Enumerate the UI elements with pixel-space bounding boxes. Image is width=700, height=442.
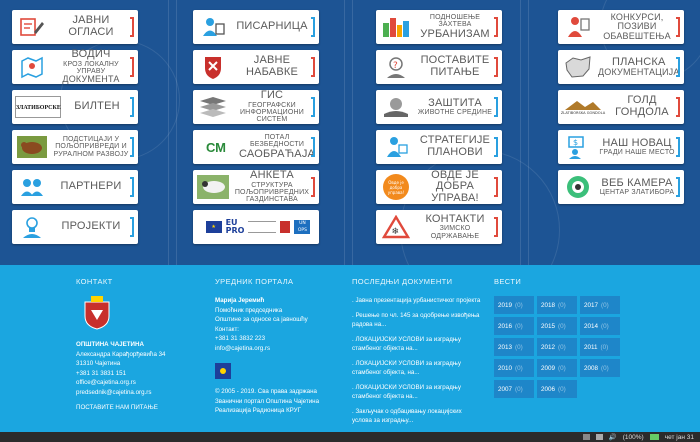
contact-heading: КОНТАКТ: [76, 277, 113, 286]
year-label: 2009: [541, 364, 556, 372]
tile-label: ПРОЈЕКТИ: [61, 220, 121, 233]
tile-bulletin[interactable]: [12, 90, 138, 124]
tile-gold-gondola[interactable]: [558, 90, 684, 124]
accent-bracket: [311, 97, 315, 117]
tile-label: ЗАШТИТА: [428, 96, 482, 109]
copyright-line: © 2005 - 2019. Сва права задржана: [215, 388, 317, 395]
traffic-logo: СМ: [205, 139, 227, 155]
accent-bracket: [494, 57, 498, 77]
news-year-2019[interactable]: [494, 296, 534, 314]
tile-label: ПИСАРНИЦА: [236, 20, 308, 33]
news-year-2009[interactable]: [537, 359, 577, 377]
eu-flag-icon: ★: [206, 221, 222, 233]
year-label: 2012: [541, 343, 556, 351]
news-year-2007[interactable]: [494, 380, 534, 398]
tile-sublabel: ПОЉОПРИВРЕДНИХ: [234, 189, 310, 197]
tile-sublabel: РУРАЛНОМ РАЗВОЈУ: [53, 150, 129, 158]
tile-sublabel: ГЕОГРАФСКИ: [248, 101, 296, 109]
doc-link[interactable]: . ЛОКАЦИЈСКИ УСЛОВИ за изградњу стамбеног објекта на...: [352, 335, 461, 352]
year-label: 2010: [498, 364, 513, 372]
accent-bracket: [311, 57, 315, 77]
year-count: (0): [515, 301, 523, 309]
accent-bracket: [494, 177, 498, 197]
tile-sublabel: ДОКУМЕНТАЦИЈА: [598, 67, 680, 78]
news-year-2018[interactable]: [537, 296, 577, 314]
tile-sublabel: ДОКУМЕНТА: [62, 74, 120, 85]
news-year-2012[interactable]: [537, 338, 577, 356]
accent-bracket: [130, 217, 134, 237]
accent-bracket: [494, 217, 498, 237]
doc-link[interactable]: . ЛОКАЦИЈСКИ УСЛОВИ за изградњу стамбеног објекта на...: [352, 383, 461, 400]
tile-label: ОВДЕ ЈЕ: [431, 168, 479, 181]
municipality-map-icon: [558, 50, 598, 84]
tile-sublabel: ГАЗДИНСТАВА: [246, 196, 298, 204]
tile-label: КОНТАКТИ: [425, 212, 485, 225]
svg-text:❄: ❄: [391, 227, 400, 237]
krug-logo-icon: [215, 363, 231, 379]
year-count: (0): [515, 364, 523, 372]
contact-address: Александра Карађорђевића 34: [76, 350, 166, 358]
tile-sublabel: ДОБРА УПРАВА!: [431, 180, 479, 204]
year-label: 2006: [541, 385, 556, 393]
tile-label: ВЕБ КАМЕРА: [601, 176, 673, 189]
volume-icon[interactable]: 🔊: [608, 434, 617, 441]
year-count: (0): [601, 364, 609, 372]
contact-email-office[interactable]: office@cajetina.org.rs: [76, 379, 136, 386]
tile-sublabel: КРОЗ ЛОКАЛНУ УПРАВУ: [63, 60, 119, 76]
year-label: 2018: [541, 301, 556, 309]
accent-bracket: [311, 177, 315, 197]
badge-text: Овде је добра управа!: [383, 174, 409, 200]
accent-bracket: [676, 17, 680, 37]
tile-environment[interactable]: [376, 90, 502, 124]
accent-bracket: [676, 57, 680, 77]
coat-of-arms-icon: [193, 50, 233, 84]
news-year-2014[interactable]: [580, 317, 620, 335]
year-count: (0): [558, 364, 566, 372]
accent-bracket: [494, 17, 498, 37]
tile-ask-question[interactable]: [376, 50, 502, 84]
year-count: (0): [515, 343, 523, 351]
tile-contests[interactable]: [558, 10, 684, 44]
editor-phone: +381 31 3832 223: [215, 335, 266, 342]
city-buildings-icon: [376, 10, 416, 44]
tile-label: ПОДНОШЕЊЕ ЗАХТЕВА: [429, 13, 481, 29]
money-icon: [558, 130, 598, 164]
footer-news: [494, 277, 624, 398]
nature-hand-icon: [376, 90, 416, 124]
question-people-icon: [376, 50, 416, 84]
svg-text:$: $: [573, 138, 579, 147]
year-label: 2014: [584, 322, 599, 330]
contact-email-president[interactable]: predsednik@cajetina.org.rs: [76, 388, 152, 396]
newspaper-logo: ЗЛАТИБОРСКЕ: [15, 96, 61, 118]
editor-contact-label: Контакт:: [215, 325, 239, 333]
year-label: 2013: [498, 343, 513, 351]
accent-bracket: [676, 177, 680, 197]
municipality-crest-icon: [82, 296, 112, 330]
office-icon: [193, 10, 233, 44]
year-label: 2011: [584, 343, 598, 351]
tile-sublabel: САОБРАЋАЈА: [239, 147, 316, 160]
doc-link[interactable]: . ЛОКАЦИЈСКИ УСЛОВИ за изградњу стамбеног објекта, на...: [352, 359, 461, 376]
tile-winter-maintenance[interactable]: [376, 210, 502, 244]
accent-bracket: [130, 177, 134, 197]
tile-planning-docs[interactable]: [558, 50, 684, 84]
tile-urban-planning[interactable]: [376, 10, 502, 44]
tile-label: КОНКУРСИ, ПОЗИВИ: [610, 11, 664, 32]
unops-logo: UN OPS: [294, 220, 310, 234]
tile-label: НАШ НОВАЦ: [602, 136, 672, 149]
tile-label: СТРАТЕГИЈЕ: [419, 134, 491, 147]
cow-icon: [12, 130, 52, 164]
tile-label: ГОЛД: [627, 94, 657, 107]
year-count: (0): [558, 343, 566, 351]
keyboard-icon[interactable]: [596, 434, 603, 440]
tile-sublabel: ЦЕНТАР ЗЛАТИБОРА: [599, 189, 675, 197]
gondola-logo-icon: [558, 90, 608, 124]
tile-sublabel: ПОЉОПРИВРЕДИ И: [55, 143, 127, 151]
tile-agriculture-subsidies[interactable]: [12, 130, 138, 164]
system-taskbar: [0, 432, 700, 442]
tile-label: ПОСТАВИТЕ: [420, 54, 490, 67]
tile-sublabel: СТРУКТУРА: [251, 181, 293, 189]
year-count: (0): [515, 322, 523, 330]
svg-text:?: ?: [393, 61, 398, 71]
accent-bracket: [494, 97, 498, 117]
year-label: 2016: [498, 322, 513, 330]
tile-label: АНКЕТА: [250, 169, 294, 182]
tile-label: ГИС: [260, 89, 284, 102]
editor-role-2: Општине за односе са јавношћу: [215, 316, 308, 323]
news-year-grid: [494, 296, 624, 398]
pro-text: PRO: [225, 226, 245, 235]
copyright-line[interactable]: Реализација Радионица КРУГ: [215, 407, 301, 414]
year-count: (0): [558, 385, 566, 393]
editor-email[interactable]: info@cajetina.org.rs: [215, 344, 271, 352]
tile-good-governance[interactable]: [376, 170, 502, 204]
year-label: 2019: [498, 301, 513, 309]
contact-phone: +381 31 3831 151: [76, 369, 127, 377]
accent-bracket: [130, 97, 134, 117]
eu-text: EU: [225, 218, 238, 227]
accent-bracket: [494, 137, 498, 157]
megaphone-icon: [12, 10, 52, 44]
tile-label: ПАРТНЕРИ: [60, 180, 122, 193]
year-label: 2015: [541, 322, 556, 330]
tile-our-money[interactable]: [558, 130, 684, 164]
tile-sublabel: ЖИВОТНЕ СРЕДИНЕ: [417, 109, 493, 117]
clock[interactable]: чет јан 31: [664, 433, 694, 441]
tile-gis[interactable]: [193, 90, 319, 124]
tile-label: ЈАВНИ ОГЛАСИ: [68, 14, 114, 38]
eu-pro-banner-icon: [202, 219, 311, 235]
tile-public-ads[interactable]: [12, 10, 138, 44]
tile-label: ВОДИЧ: [71, 48, 111, 61]
accent-bracket: [311, 137, 315, 157]
good-governance-badge-icon: [376, 170, 416, 204]
tile-webcam[interactable]: [558, 170, 684, 204]
accent-bracket: [130, 17, 134, 37]
battery-icon[interactable]: [650, 434, 659, 440]
accent-bracket: [676, 97, 680, 117]
year-label: 2017: [584, 301, 599, 309]
year-count: (0): [600, 343, 609, 351]
footer-contact: [76, 277, 196, 413]
tile-sublabel: ЗИМСКО ОДРЖАВАЊЕ: [430, 225, 480, 240]
year-count: (0): [558, 322, 566, 330]
doc-link[interactable]: . Јавна презентација урбанистичког пројекта: [352, 297, 481, 304]
tile-eu-pro[interactable]: [193, 210, 319, 244]
tile-registry-office[interactable]: [193, 10, 319, 44]
docs-heading: ПОСЛЕДЊИ ДОКУМЕНТИ: [352, 277, 453, 286]
news-year-2013[interactable]: [494, 338, 534, 356]
volume-level: (100%): [622, 433, 644, 441]
editor-name: Марија Јеремић: [215, 297, 265, 304]
accent-bracket: [130, 137, 134, 157]
tile-sublabel: ПЛАНОВИ: [427, 146, 483, 158]
network-icon[interactable]: [583, 434, 590, 440]
snow-warning-sign-icon: [376, 210, 416, 244]
tile-strategies[interactable]: [376, 130, 502, 164]
news-year-2011[interactable]: [580, 338, 620, 356]
tile-sublabel: ГОНДОЛА: [615, 106, 669, 118]
tile-guide[interactable]: [12, 50, 138, 84]
partners-icon: [12, 170, 52, 204]
news-year-2016[interactable]: [494, 317, 534, 335]
news-year-2010[interactable]: [494, 359, 534, 377]
tile-public-procurement[interactable]: [193, 50, 319, 84]
contact-name: ОПШТИНА ЧАЈЕТИНА: [76, 341, 144, 348]
doc-link[interactable]: . Закључак о одбацивању локацијских услова за изградњу...: [352, 407, 462, 424]
tile-sublabel: ИНФОРМАЦИОНИ: [239, 109, 305, 117]
news-year-2008[interactable]: [580, 359, 620, 377]
footer-editor: [215, 277, 340, 416]
doc-link[interactable]: . Решење по чл. 145 за одобрење извођења радова на...: [352, 311, 480, 328]
tile-label: ЈАВНЕ НАБАВКЕ: [245, 54, 299, 78]
tile-traffic-safety[interactable]: [193, 130, 319, 164]
year-label: 2007: [498, 385, 513, 393]
news-heading: ВЕСТИ: [494, 277, 522, 286]
serbia-arms-icon: [280, 221, 290, 233]
tile-projects[interactable]: [12, 210, 138, 244]
tile-label: ПЛАНСКА: [612, 55, 666, 68]
map-guide-icon: [12, 50, 52, 84]
newspaper-icon: [12, 90, 64, 124]
cow-photo-icon: [193, 170, 233, 204]
footer-latest-docs: [352, 277, 482, 426]
year-count: (0): [601, 301, 609, 309]
year-label: 2008: [584, 364, 599, 372]
contact-city: 31310 Чајетина: [76, 360, 121, 367]
tile-label: ПОДСТИЦАЈИ У: [62, 135, 120, 143]
news-year-2017[interactable]: [580, 296, 620, 314]
year-count: (0): [515, 385, 523, 393]
gis-layers-icon: [193, 90, 233, 124]
accent-bracket: [130, 57, 134, 77]
news-year-2006[interactable]: [537, 380, 577, 398]
editor-role: Помоћник председника: [215, 306, 283, 314]
tile-survey[interactable]: [193, 170, 319, 204]
traffic-portal-icon: [193, 130, 239, 164]
tile-sublabel: ПИТАЊЕ: [430, 66, 480, 78]
year-count: (0): [601, 322, 609, 330]
news-year-2015[interactable]: [537, 317, 577, 335]
tile-partners[interactable]: [12, 170, 138, 204]
gondola-logo-text: ZLATIBORSKA GONDOLA: [560, 111, 606, 115]
ask-question-link[interactable]: ПОСТАВИТЕ НАМ ПИТАЊЕ: [76, 404, 158, 411]
webcam-icon: [558, 170, 598, 204]
tile-sublabel: УРБАНИЗАМ: [420, 27, 490, 40]
site-footer: [0, 265, 700, 432]
accent-bracket: [676, 137, 680, 157]
partner-text-strip: [248, 221, 276, 233]
strategy-person-icon: [376, 130, 416, 164]
tile-sublabel: СИСТЕМ: [256, 116, 288, 124]
contest-person-icon: [558, 10, 598, 44]
ideas-icon: [12, 210, 52, 244]
tile-label: ПОТАЛ БЕЗБЕДНОСТИ: [249, 133, 305, 149]
tile-label: БИЛТЕН: [74, 100, 120, 113]
tile-sublabel: ГРАДИ НАШЕ МЕСТО: [599, 149, 675, 157]
copyright-line: Званични портал Општина Чајетина: [215, 397, 320, 405]
year-count: (0): [558, 301, 566, 309]
accent-bracket: [311, 17, 315, 37]
tile-sublabel: ОБАВЕШТЕЊА: [603, 30, 671, 41]
editor-heading: УРЕДНИК ПОРТАЛА: [215, 277, 294, 286]
